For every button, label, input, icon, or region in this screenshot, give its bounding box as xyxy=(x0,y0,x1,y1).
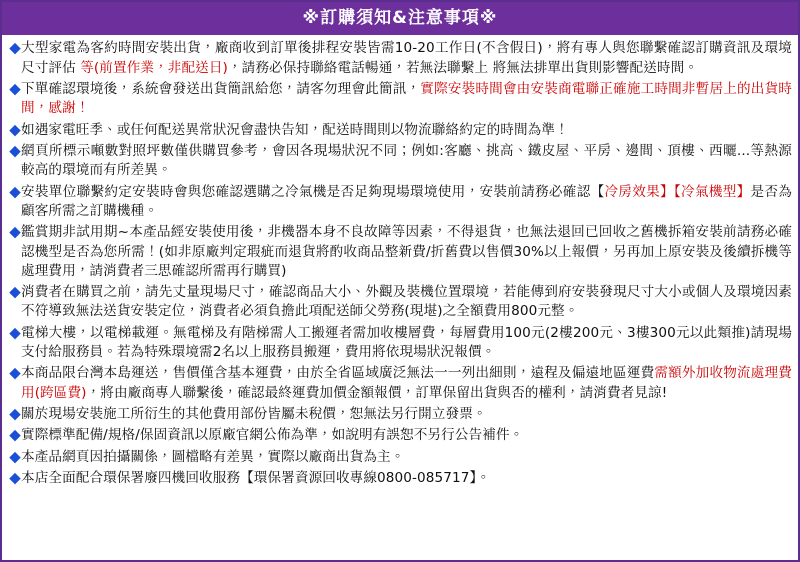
notice-text-segment: 大型家電為客約時間安裝出貨，廠商收到訂單後排程安裝皆需10-20工作日(不含假日)，將有專人與您聯繫確認訂購資訊及環境尺寸評估 xyxy=(21,40,792,76)
diamond-bullet-icon: ◆ xyxy=(9,365,21,383)
notice-text-segment: 如遇家電旺季、或任何配送異常狀況會盡快告知，配送時間則以物流聯絡約定的時間為準！ xyxy=(21,121,569,138)
notice-taiwan-shipping xyxy=(21,364,792,403)
notice-text-segment: 鑑賞期非試用期~本產品經安裝使用後，非機器本身不良故障等因素，不得退貨，也無法退回已回收之舊機拆箱安裝前請務必確認機型是否為您所需！(如非原廠判定瑕疵而退貨將酌收商品整新費/折舊費以售價30%以上報價，另再加上原安裝及後續拆機等處理費用，請消費者三思確認所需再行購買) xyxy=(21,224,792,279)
notice-text-segment: 非暫居上的出貨時間，感謝！ xyxy=(21,80,792,117)
diamond-bullet-icon: ◆ xyxy=(9,448,21,466)
notice-onsite-fee-no-invoice xyxy=(21,405,792,424)
notice-item xyxy=(10,80,792,119)
diamond-bullet-icon: ◆ xyxy=(9,405,21,423)
notice-text-segment: 下單確認環境後，系統會發送出貨簡訊給您，請客勿理會此簡訊， xyxy=(21,80,421,97)
notice-unit-confirm xyxy=(21,183,792,222)
notice-text-segment: ，請務必保持聯絡電話暢通，若無法聯繫上 xyxy=(227,59,493,76)
diamond-bullet-icon: ◆ xyxy=(9,142,21,161)
diamond-bullet-icon: ◆ xyxy=(9,224,21,242)
notice-recycle-hotline xyxy=(21,469,792,488)
notice-text-segment: 環保署資源回收專線0800-085717 xyxy=(253,470,470,487)
notice-item xyxy=(10,39,792,78)
notice-text-segment: 】。 xyxy=(469,470,491,487)
notice-item xyxy=(10,142,792,181)
notice-text-segment: 是否為顧客所需之訂購機種。 xyxy=(21,183,792,219)
diamond-bullet-icon: ◆ xyxy=(9,80,21,99)
notice-text-segment: 實際安裝時間會由安裝商電聯正確施工時間 xyxy=(420,80,682,97)
notice-text-segment: 網頁所標示噸數對照坪數僅供購買參考，會因各現場狀況不同；例如:客廳、挑高、鐵皮屋、平房、邊間、頂樓、西曬...等熱源較高的環境而有所差異。 xyxy=(21,143,792,179)
notice-text-segment: 冷房效果】 xyxy=(604,183,674,200)
notice-text-segment: 電梯大樓，以電梯載運。無電梯及有階梯需人工搬運者需加收樓層費，每層費用100元(2樓200元、3樓300元以此類推)請現場支付給服務員。若為特殊環境需2名以上服務員搬運，費用將依現場狀況報價。 xyxy=(21,324,792,360)
notice-spec-official xyxy=(21,426,792,445)
notice-text-segment: 安裝單位聯繫約定安裝時會與您確認選購之冷氣機是否足夠現場環境使用，安裝前請務必確認【 xyxy=(21,183,605,200)
page-title: ※訂購須知&注意事項※ xyxy=(2,2,798,35)
diamond-bullet-icon: ◆ xyxy=(9,121,21,139)
notice-item xyxy=(10,405,792,424)
diamond-bullet-icon: ◆ xyxy=(9,283,21,302)
diamond-bullet-icon: ◆ xyxy=(9,427,21,445)
notice-sms-confirm xyxy=(21,80,792,119)
notice-item xyxy=(10,183,792,222)
notice-item xyxy=(10,121,792,140)
notice-text-segment: 需額外加收物流處理費用(跨區費) xyxy=(21,365,792,401)
notice-ping-reference xyxy=(21,142,792,181)
notice-measure-before-buy xyxy=(21,283,792,322)
notice-peak-season xyxy=(21,121,792,140)
notice-text-segment: 將無法排單出貨則影響配送時間 xyxy=(492,59,685,76)
diamond-bullet-icon: ◆ xyxy=(9,324,21,342)
notice-list xyxy=(2,35,798,488)
diamond-bullet-icon: ◆ xyxy=(9,470,21,488)
notice-item xyxy=(10,469,792,488)
diamond-bullet-icon: ◆ xyxy=(9,183,21,201)
notice-text-segment: 本產品網頁因拍攝關係，圖檔略有差異，實際以廠商出貨為主。 xyxy=(21,448,405,465)
notice-text-segment: 本商品限台灣本島運送，售價僅含基本運費，由於全省區域廣泛無法一一列出細則，遠程及偏遠地區運費 xyxy=(21,365,655,382)
notice-item xyxy=(10,223,792,281)
notice-install-schedule xyxy=(21,39,792,78)
notice-item xyxy=(10,324,792,363)
diamond-bullet-icon: ◆ xyxy=(9,40,21,58)
notice-item xyxy=(10,364,792,403)
notice-text-segment: ，將由廠商專人聯繫後，確認最終運費加價金額報價，訂單保留出貨與否的權利，請消費者見諒! xyxy=(86,384,668,401)
notice-item xyxy=(10,426,792,445)
notice-text-segment: 【冷氣機型】 xyxy=(673,183,751,200)
notice-text-segment: 實際標準配備/規格/保固資訊以原廠官網公佈為準，如說明有誤恕不另行公告補件。 xyxy=(21,427,524,444)
notice-text-segment: 消費者在購買之前，請先丈量現場尺寸，確認商品大小、外觀及裝機位置環境，若能傳到府安裝發現尺寸大小或個人及環境因素不符導致無法送貨安裝定位，消費者必須負擔此項配送師父勞務(現堪)之全額費用800元整。 xyxy=(21,284,792,320)
notice-text-segment: 。 xyxy=(684,59,698,76)
notice-photo-color xyxy=(21,448,792,467)
notice-no-return-after-install xyxy=(21,223,792,281)
notice-text-segment: 等(前置作業，非配送日) xyxy=(80,59,228,76)
notice-text-segment: 本店全面配合環保署廢四機回收服務【 xyxy=(21,470,254,487)
notice-item xyxy=(10,283,792,322)
notice-item xyxy=(10,448,792,467)
notice-text-segment: 關於現場安裝施工所衍生的其他費用部份皆屬未稅價，恕無法另行開立發票。 xyxy=(21,405,487,422)
notice-stairs-fee xyxy=(21,324,792,363)
